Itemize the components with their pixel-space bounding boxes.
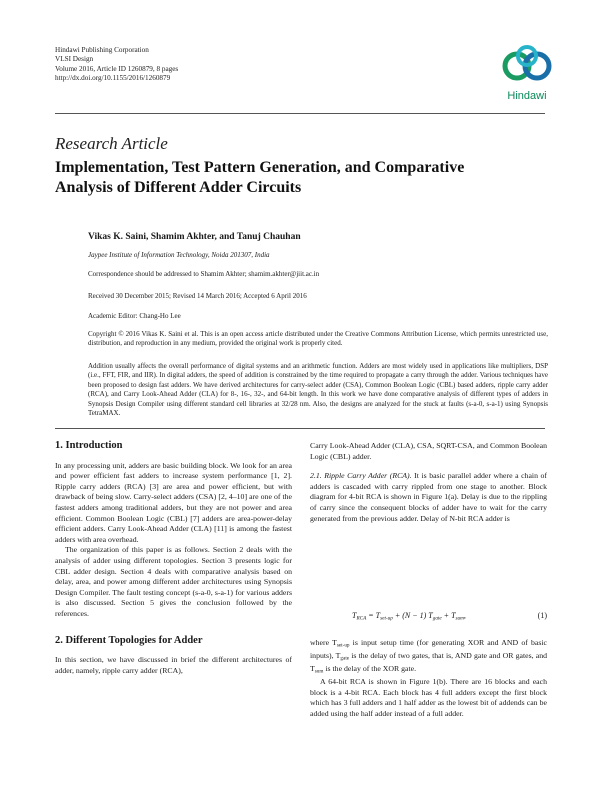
copyright: Copyright © 2016 Vikas K. Saini et al. This is an open access article distributed under the Creative Commons Attribution License, which permits unrestricted use, distribution, and reproduction in any medium, provided the original work is properly cited. [88,330,548,348]
dates: Received 30 December 2015; Revised 14 March 2016; Accepted 6 April 2016 [88,292,307,300]
doi-link[interactable]: http://dx.doi.org/10.1155/2016/1260879 [55,74,171,83]
correspondence: Correspondence should be addressed to Shamim Akhter; shamim.akhter@jiit.ac.in [88,270,320,278]
rca-text: It is basic parallel adder where a chain of adders is cascaded with carry rippled from one stage to another. Block diagram for 4-bit RCA is shown in Figure 1(a). Delay is due to the rippling of carry since the consequent blocks of adder have to wait for the carry generated from the previous adder. Delay of N-bit RCA adder is [310,471,548,523]
left-column [55,441,292,676]
hindawi-logo-icon [497,40,557,90]
where-paragraph: where $T_{set-up}$ is input setup time (for generating XOR and AND of basic inputs), $T_{gate}$ is the delay of two gates, that is, AND gate and OR gates, and $T_{sum}$ is the delay of the XOR gate. [310,638,547,675]
academic-editor: Academic Editor: Chang-Ho Lee [88,312,181,320]
topologies-paragraph: In this section, we have discussed in brief the different architectures of adder, namely, ripple carry adder (RCA), [55,655,292,675]
affiliation: Jaypee Institute of Information Technology, Noida 201307, India [88,251,270,259]
intro-paragraph-2: The organization of this paper is as follows. Section 2 deals with the analysis of adder using different topologies. Section 3 presents logic for CBL adder design. Section 4 deals with comparative analysis based on delay, area, and power among different adder architectures using Synopsis Design Compiler. The fault testing concept (s-a-0, s-a-1) for various adders is also discussed. Section 5 gives the conclusion followed by the references. [55,545,292,618]
hindawi-logo [497,40,557,104]
paper-title: Implementation, Test Pattern Generation, and Comparative Analysis of Different Adder Circuits [55,159,465,196]
rca-paragraph [310,471,547,524]
header-rule [55,113,545,114]
authors: Vikas K. Saini, Shamim Akhter, and Tanuj Chauhan [88,232,301,242]
rca-heading: 2.1. Ripple Carry Adder (RCA). [310,471,412,481]
logo-text: Hindawi [507,90,547,102]
cont-paragraph: Carry Look-Ahead Adder (CLA), CSA, SQRT-CSA, and Common Boolean Logic (CBL) adder. [310,441,547,461]
intro-paragraph-1: In any processing unit, adders are basic building block. We look for an area and power efficient fast adders to increase system performance [1, 2]. Ripple carry adders (RCA) [3] are area and power efficient, but with drawback of being slow. Carry-select adders (CSA) [2, 4–10] are one of the fastest adders among traditional adders, but they are not power and area efficient. Common Boolean Logic (CBL) [7] adders are area-power-delay efficient adders. Carry Look-Ahead Adder (CLA) [11] is among the fastest adders with area overhead. [55,460,292,544]
equation-number: (1) [537,611,547,620]
publisher: Hindawi Publishing Corporation [55,46,149,54]
topologies-heading: 2. Different Topologies for Adder [55,634,203,646]
right-column [310,441,547,524]
journal-info [55,46,178,84]
volume-line: Volume 2016, Article ID 1260879, 8 pages [55,64,179,73]
equation-1: $T_{RCA} = T_{set-up} + (N - 1) T_{gate} + T_{sum}$, (1) [352,611,547,622]
abstract: Addition usually affects the overall performance of digital systems and an arithmetic function. Adders are most widely used in applications like multipliers, DSP (i.e., FFT, FIR, and IIR). In digital adders, the speed of addition is constrained by the time required to propagate a carry through the adder. Various techniques have been proposed to design fast adders. We have derived architectures for carry-select adder (CSA), Common Boolean Logic (CBL) based adders, ripple carry adder (RCA), and Carry Look-Ahead Adder (CLA) for 8-, 16-, 32-, and 64-bit length. In this work we have done comparative analysis of different types of adders in Synopsis Design Compiler using different standard cell libraries at 32/28 nm. Also, the designs are analyzed for the stuck at faults (s-a-0, s-a-1) using Synopsis TetraMAX. [88,362,548,418]
right-column-lower [310,638,547,720]
rca-64bit-paragraph: A 64-bit RCA is shown in Figure 1(b). There are 16 blocks and each block is a 4-bit RCA. Each block has 4 full adders except the first block which has 3 full adders and 1 half adder as the lowest bit of addends can be added using the half adder instead of a full adder. [310,677,547,719]
abstract-rule [55,428,545,429]
journal-name: VLSI Design [55,55,94,64]
intro-heading: 1. Introduction [55,440,123,451]
article-type: Research Article [55,134,168,153]
